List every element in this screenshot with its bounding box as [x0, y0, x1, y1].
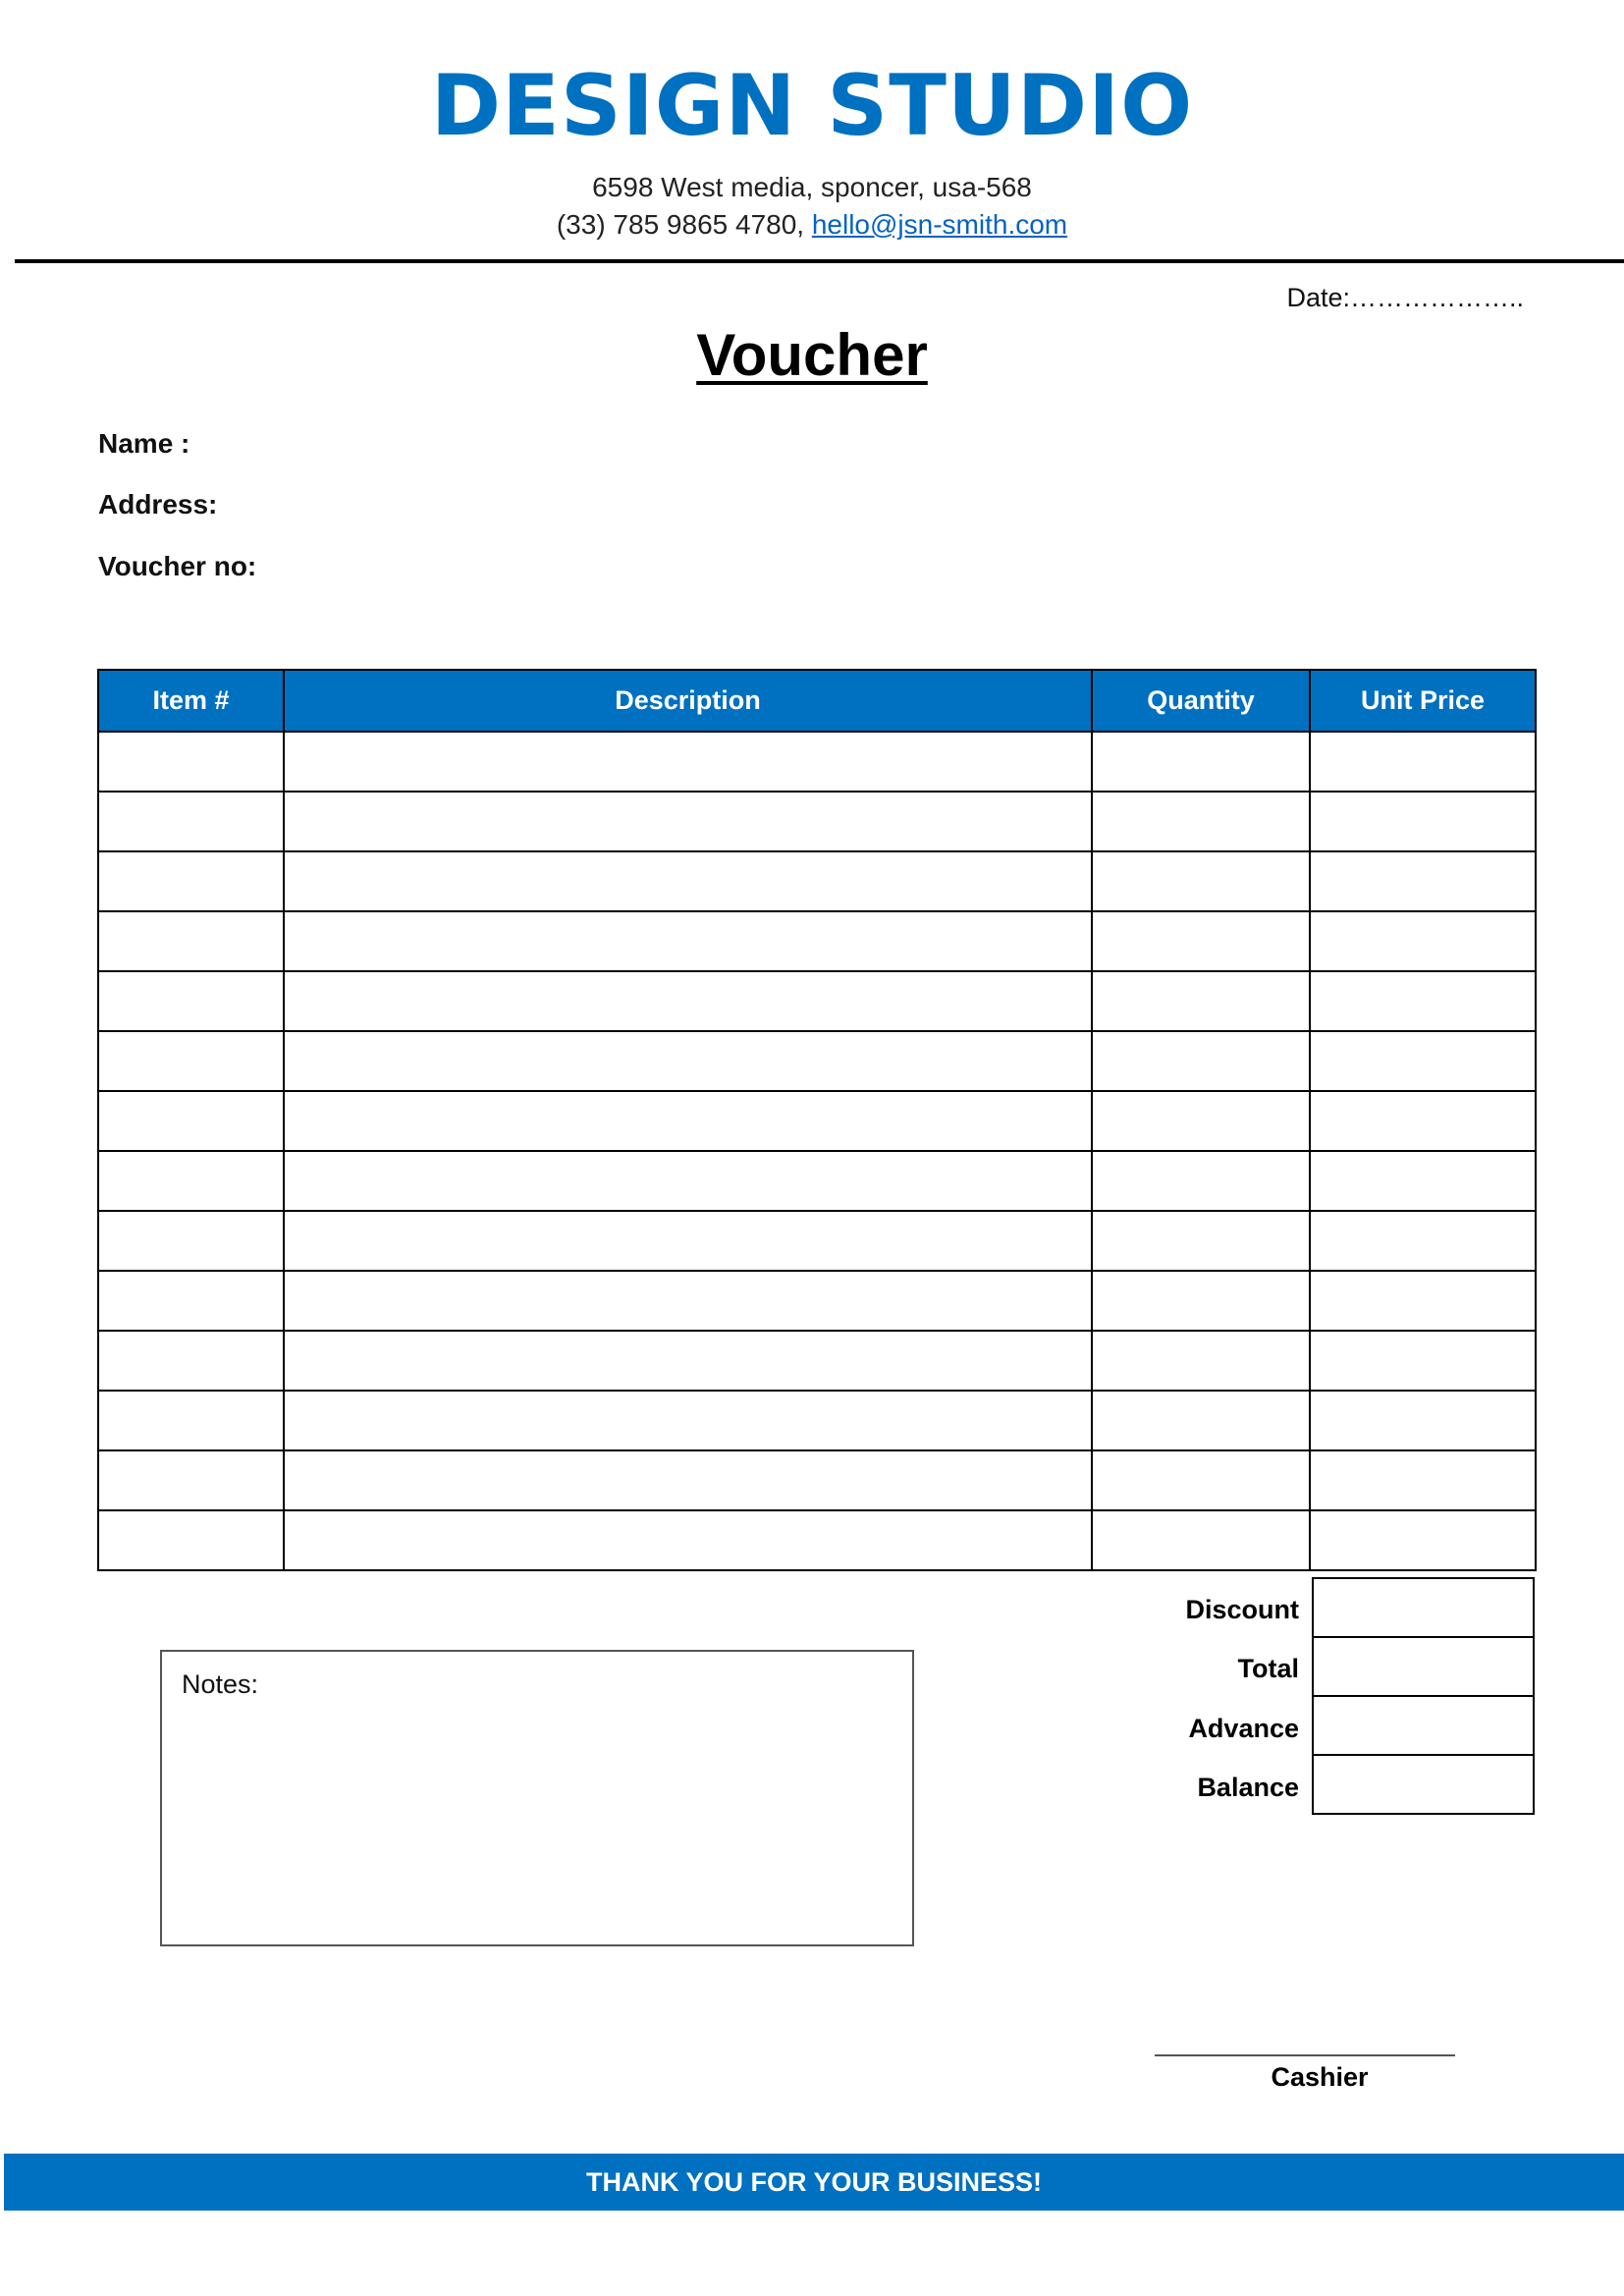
table-row — [98, 1031, 1536, 1091]
voucher-no-label: Voucher no: — [98, 551, 257, 581]
notes-label: Notes: — [182, 1669, 259, 1699]
table-cell[interactable] — [1092, 911, 1310, 971]
table-cell[interactable] — [1092, 1271, 1310, 1331]
table-cell[interactable] — [1310, 1391, 1536, 1450]
table-cell[interactable] — [1310, 1151, 1536, 1211]
table-cell[interactable] — [1092, 1091, 1310, 1151]
table-row — [98, 1450, 1536, 1510]
table-cell[interactable] — [1310, 732, 1536, 792]
table-cell[interactable] — [1310, 792, 1536, 851]
cashier-label: Cashier — [1271, 2062, 1369, 2092]
items-table — [97, 669, 1537, 1571]
header-quantity: Quantity — [1092, 670, 1310, 732]
company-name: DESIGN STUDIO — [430, 57, 1194, 155]
table-cell[interactable] — [284, 1391, 1092, 1450]
table-cell[interactable] — [284, 1450, 1092, 1510]
table-cell[interactable] — [1310, 1450, 1536, 1510]
table-row — [98, 1331, 1536, 1391]
table-cell[interactable] — [284, 1331, 1092, 1391]
date-field: Date:……………….. — [1286, 283, 1524, 312]
table-row — [98, 732, 1536, 792]
table-cell[interactable] — [98, 1271, 284, 1331]
contact-line — [0, 207, 1624, 243]
table-cell[interactable] — [284, 1211, 1092, 1271]
table-cell[interactable] — [284, 732, 1092, 792]
table-cell[interactable] — [1092, 1510, 1310, 1570]
table-row — [98, 1151, 1536, 1211]
table-cell[interactable] — [1310, 1331, 1536, 1391]
email-link[interactable]: hello@jsn-smith.com — [811, 209, 1068, 240]
advance-label: Advance — [1188, 1714, 1299, 1743]
table-row — [98, 1271, 1536, 1331]
table-cell[interactable] — [284, 851, 1092, 911]
table-cell[interactable] — [98, 851, 284, 911]
table-cell[interactable] — [1310, 1031, 1536, 1091]
table-cell[interactable] — [1310, 1091, 1536, 1151]
phone-text: (33) 785 9865 4780, — [556, 209, 812, 240]
table-cell[interactable] — [98, 911, 284, 971]
table-cell[interactable] — [1092, 1151, 1310, 1211]
table-cell[interactable] — [284, 1091, 1092, 1151]
total-label: Total — [1237, 1654, 1299, 1683]
footer-text: THANK YOU FOR YOUR BUSINESS! — [585, 2167, 1043, 2197]
table-cell[interactable] — [1310, 1510, 1536, 1570]
table-cell[interactable] — [284, 911, 1092, 971]
table-cell[interactable] — [1092, 792, 1310, 851]
table-cell[interactable] — [1310, 911, 1536, 971]
discount-label: Discount — [1185, 1595, 1299, 1624]
items-table-body — [98, 732, 1536, 1570]
table-row — [98, 911, 1536, 971]
table-cell[interactable] — [1310, 1211, 1536, 1271]
page-title: Voucher — [696, 322, 928, 388]
table-row — [98, 1091, 1536, 1151]
table-cell[interactable] — [284, 1031, 1092, 1091]
table-row — [98, 851, 1536, 911]
footer-banner — [4, 2154, 1624, 2211]
table-cell[interactable] — [1310, 1271, 1536, 1331]
address-label: Address: — [98, 489, 218, 519]
table-cell[interactable] — [98, 732, 284, 792]
advance-value-cell[interactable] — [1313, 1696, 1534, 1755]
totals-table — [1312, 1577, 1535, 1815]
header-item-number: Item # — [98, 670, 284, 732]
table-row — [98, 792, 1536, 851]
header-description: Description — [284, 670, 1092, 732]
table-cell[interactable] — [98, 1331, 284, 1391]
table-row — [98, 1510, 1536, 1570]
table-cell[interactable] — [284, 1271, 1092, 1331]
notes-box[interactable] — [160, 1650, 914, 1946]
table-cell[interactable] — [284, 1151, 1092, 1211]
table-cell[interactable] — [1092, 1331, 1310, 1391]
table-row — [98, 1391, 1536, 1450]
table-row — [98, 971, 1536, 1031]
table-cell[interactable] — [1092, 1450, 1310, 1510]
table-cell[interactable] — [1092, 732, 1310, 792]
discount-value-cell[interactable] — [1313, 1578, 1534, 1637]
balance-value-cell[interactable] — [1313, 1755, 1534, 1814]
table-cell[interactable] — [1092, 971, 1310, 1031]
signature-line — [1155, 2054, 1455, 2056]
table-cell[interactable] — [284, 971, 1092, 1031]
table-cell[interactable] — [98, 792, 284, 851]
balance-label: Balance — [1197, 1773, 1299, 1802]
name-label: Name : — [98, 428, 190, 459]
table-cell[interactable] — [98, 1391, 284, 1450]
total-value-cell[interactable] — [1313, 1637, 1534, 1696]
table-cell[interactable] — [98, 1450, 284, 1510]
table-cell[interactable] — [1092, 1391, 1310, 1450]
table-cell[interactable] — [98, 1510, 284, 1570]
table-cell[interactable] — [284, 1510, 1092, 1570]
table-cell[interactable] — [1092, 851, 1310, 911]
header-divider — [15, 259, 1624, 263]
header-unit-price: Unit Price — [1310, 670, 1536, 732]
table-cell[interactable] — [98, 1151, 284, 1211]
table-cell[interactable] — [1092, 1031, 1310, 1091]
address-line: 6598 West media, sponcer, usa-568 — [592, 172, 1032, 202]
table-cell[interactable] — [98, 1031, 284, 1091]
table-header-row — [98, 670, 1536, 732]
table-row — [98, 1211, 1536, 1271]
table-cell[interactable] — [284, 792, 1092, 851]
table-cell[interactable] — [98, 971, 284, 1031]
table-cell[interactable] — [1092, 1211, 1310, 1271]
table-cell[interactable] — [98, 1091, 284, 1151]
table-cell[interactable] — [1310, 971, 1536, 1031]
table-cell[interactable] — [1310, 851, 1536, 911]
table-cell[interactable] — [98, 1211, 284, 1271]
